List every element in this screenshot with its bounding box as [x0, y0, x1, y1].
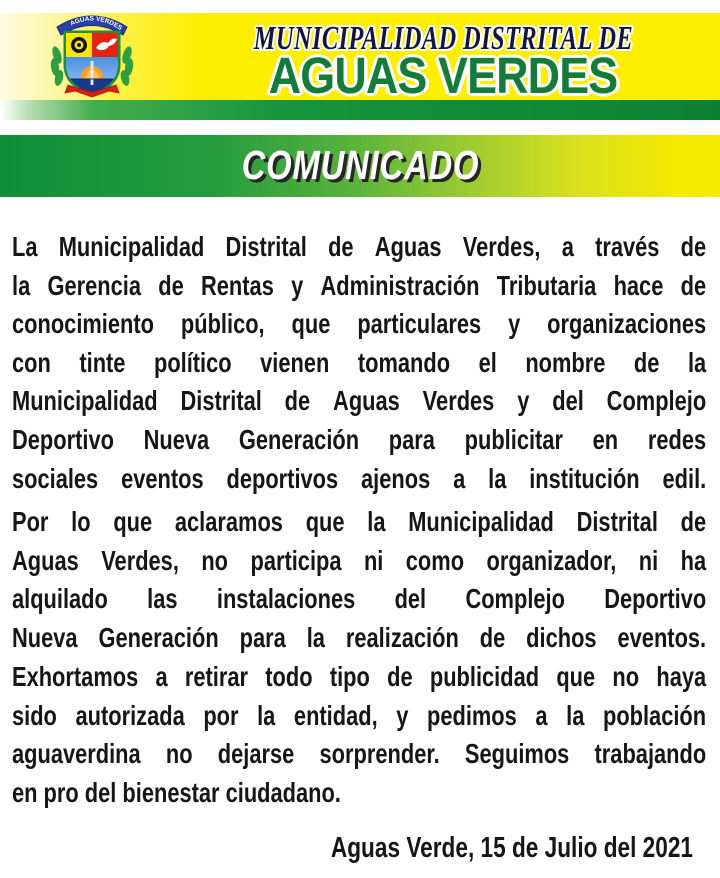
comunicado-banner	[0, 135, 720, 197]
body-text-line: aguaverdina no dejarse sorprender. Seguimos trabajando	[12, 738, 707, 770]
body-text-line: alquilado las instalaciones del Complejo Deportivo	[12, 583, 707, 615]
municipal-coat-of-arms	[44, 3, 140, 103]
monument-icon	[91, 61, 94, 85]
gear-emblem-icon	[71, 37, 87, 53]
comunicado-banner-text: COMUNICADO	[241, 142, 479, 189]
paragraph-3	[12, 658, 706, 812]
body-text-line: con tinte político vienen tomando el nombre de la	[12, 346, 707, 378]
body-text-line: la Gerencia de Rentas y Administración Tributaria hace de	[12, 269, 707, 301]
body-text-line: Exhortamos a retirar todo tipo de publicidad que no haya	[12, 661, 707, 692]
paragraph-2	[12, 503, 706, 657]
body-text-line: La Municipalidad Distrital de Aguas Verdes, a través de	[12, 231, 707, 262]
header-subtitle-text: MUNICIPALIDAD DISTRITAL DE	[253, 20, 633, 57]
body-text-line: Deportivo Nueva Generación para publicitar en redes	[12, 423, 707, 455]
logo-banner-text: AGUAS VERDES	[69, 15, 124, 32]
body-text-line: Municipalidad Distrital de Aguas Verdes y del Complejo	[12, 385, 707, 417]
body-text-line: Por lo que aclaramos que la Municipalidad Distrital de	[12, 506, 707, 537]
body-text-line: sido autorizada por la entidad, y pedimos a la población	[12, 699, 707, 731]
date-line: Aguas Verde, 15 de Julio del 2021	[330, 832, 693, 864]
body-text-line: Aguas Verdes, no participa ni como organizador, ni ha	[12, 544, 707, 576]
body-text-line: sociales eventos deportivos ajenos a la institución edil.	[12, 462, 707, 494]
body-text-line: Nueva Generación para la realización de dichos eventos.	[12, 621, 707, 653]
body-text-line: en pro del bienestar ciudadano.	[12, 776, 341, 808]
body-text-line: conocimiento público, que particulares y organizaciones	[12, 308, 707, 340]
paragraph-1	[12, 228, 706, 498]
header-title-text: AGUAS VERDES	[268, 47, 618, 104]
header-title	[170, 46, 716, 105]
